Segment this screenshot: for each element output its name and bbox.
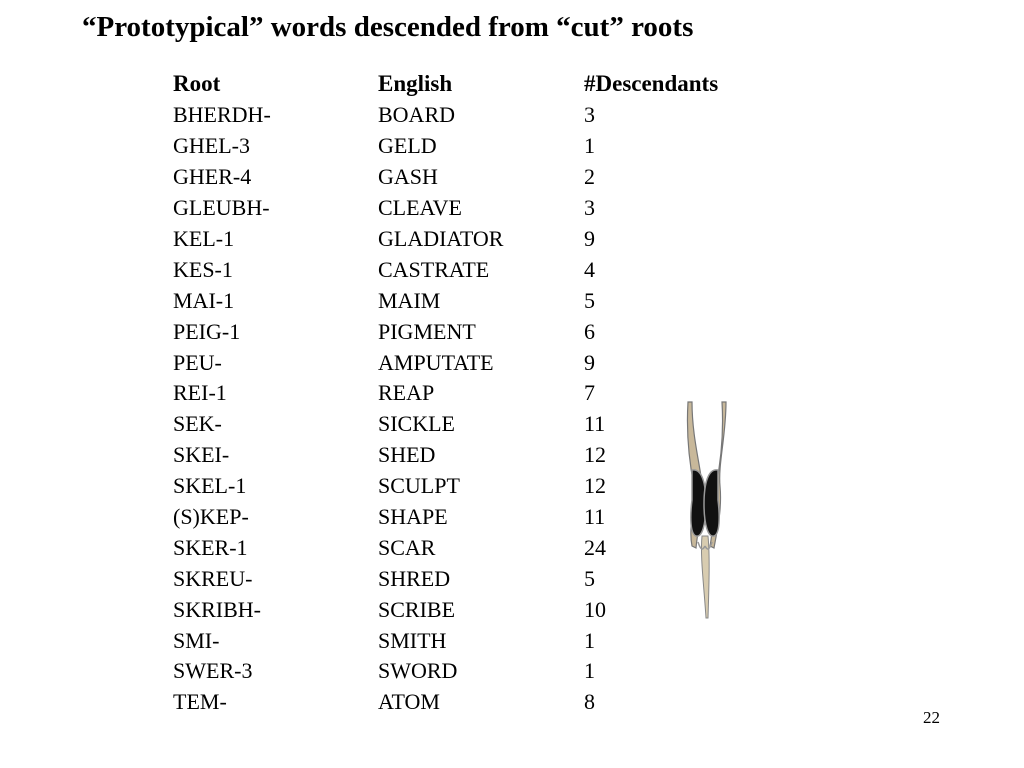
cell-descendants: 3 <box>584 102 595 128</box>
table-row <box>173 285 773 316</box>
cell-descendants: 6 <box>584 318 595 344</box>
cell-descendants: 1 <box>584 133 595 159</box>
cell-descendants: 9 <box>584 226 595 251</box>
cell-descendants: 5 <box>584 287 595 313</box>
cell-root: SKEL-1 <box>173 473 247 499</box>
cell-english: SWORD <box>378 658 458 684</box>
cell-root: BHERDH- <box>173 102 271 128</box>
cell-root: PEU- <box>173 349 222 375</box>
table-row <box>173 193 773 224</box>
cell-descendants: 24 <box>584 534 606 560</box>
cell-descendants: 5 <box>584 565 595 591</box>
cell-english: SHRED <box>378 565 451 591</box>
table-row <box>173 254 773 285</box>
cell-root: SKRIBH- <box>173 596 262 622</box>
table-row <box>173 100 773 131</box>
cell-root: SKEI- <box>173 442 230 468</box>
table-row <box>173 347 773 378</box>
table-row <box>173 131 773 162</box>
cell-root: MAI-1 <box>173 287 235 313</box>
cell-root: SEK- <box>173 411 222 437</box>
cell-english: AMPUTATE <box>378 349 494 375</box>
cell-descendants: 4 <box>584 256 595 282</box>
cell-english: SCRIBE <box>378 596 456 622</box>
cell-english: REAP <box>378 380 435 406</box>
cell-english: SHED <box>378 442 436 468</box>
cell-root: GHEL-3 <box>173 133 250 159</box>
cell-english: BOARD <box>378 102 456 128</box>
cell-root: GHER-4 <box>173 164 252 190</box>
cell-root: REI-1 <box>173 380 227 406</box>
cell-descendants: 12 <box>584 442 606 468</box>
table-row <box>173 224 773 255</box>
cell-english: GLADIATOR <box>378 226 504 251</box>
cell-descendants: 7 <box>584 380 595 406</box>
cell-descendants: 1 <box>584 658 595 684</box>
cell-root: SMI- <box>173 627 220 653</box>
header-root: Root <box>173 71 221 96</box>
cell-english: SMITH <box>378 627 447 653</box>
cell-root: (S)KEP- <box>173 504 249 530</box>
cell-descendants: 8 <box>584 689 595 715</box>
cell-english: SHAPE <box>378 504 448 530</box>
cell-root: KEL-1 <box>173 226 235 251</box>
cell-descendants: 1 <box>584 627 595 653</box>
cell-root: SWER-3 <box>173 658 253 684</box>
cell-descendants: 2 <box>584 164 595 190</box>
cell-english: ATOM <box>378 689 440 715</box>
cell-root: SKER-1 <box>173 534 248 560</box>
header-english: English <box>378 71 453 96</box>
cell-descendants: 3 <box>584 195 595 221</box>
cell-english: GELD <box>378 133 437 159</box>
table-row <box>173 687 773 718</box>
cell-root: SKREU- <box>173 565 253 591</box>
cell-english: SCULPT <box>378 473 460 499</box>
cell-descendants: 10 <box>584 596 606 622</box>
cell-root: TEM- <box>173 689 227 715</box>
cell-english: PIGMENT <box>378 318 476 344</box>
header-descendants: #Descendants <box>584 71 719 96</box>
cell-english: MAIM <box>378 287 441 313</box>
cell-descendants: 9 <box>584 349 595 375</box>
cell-root: KES-1 <box>173 256 233 282</box>
scissors-icon <box>678 396 734 622</box>
cell-descendants: 12 <box>584 473 606 499</box>
cell-english: CLEAVE <box>378 195 462 221</box>
slide-title: “Prototypical” words descended from “cut” roots <box>82 11 694 43</box>
cell-english: SCAR <box>378 534 436 560</box>
cell-root: GLEUBH- <box>173 195 270 221</box>
cell-english: SICKLE <box>378 411 455 437</box>
table-row <box>173 162 773 193</box>
cell-root: PEIG-1 <box>173 318 241 344</box>
cell-descendants: 11 <box>584 504 606 530</box>
cell-english: CASTRATE <box>378 256 490 282</box>
page-number: 22 <box>923 708 940 727</box>
table-row <box>173 625 773 656</box>
cell-descendants: 11 <box>584 411 606 437</box>
cell-english: GASH <box>378 164 438 190</box>
table-row <box>173 656 773 687</box>
table-header-row <box>173 68 773 100</box>
table-row <box>173 316 773 347</box>
